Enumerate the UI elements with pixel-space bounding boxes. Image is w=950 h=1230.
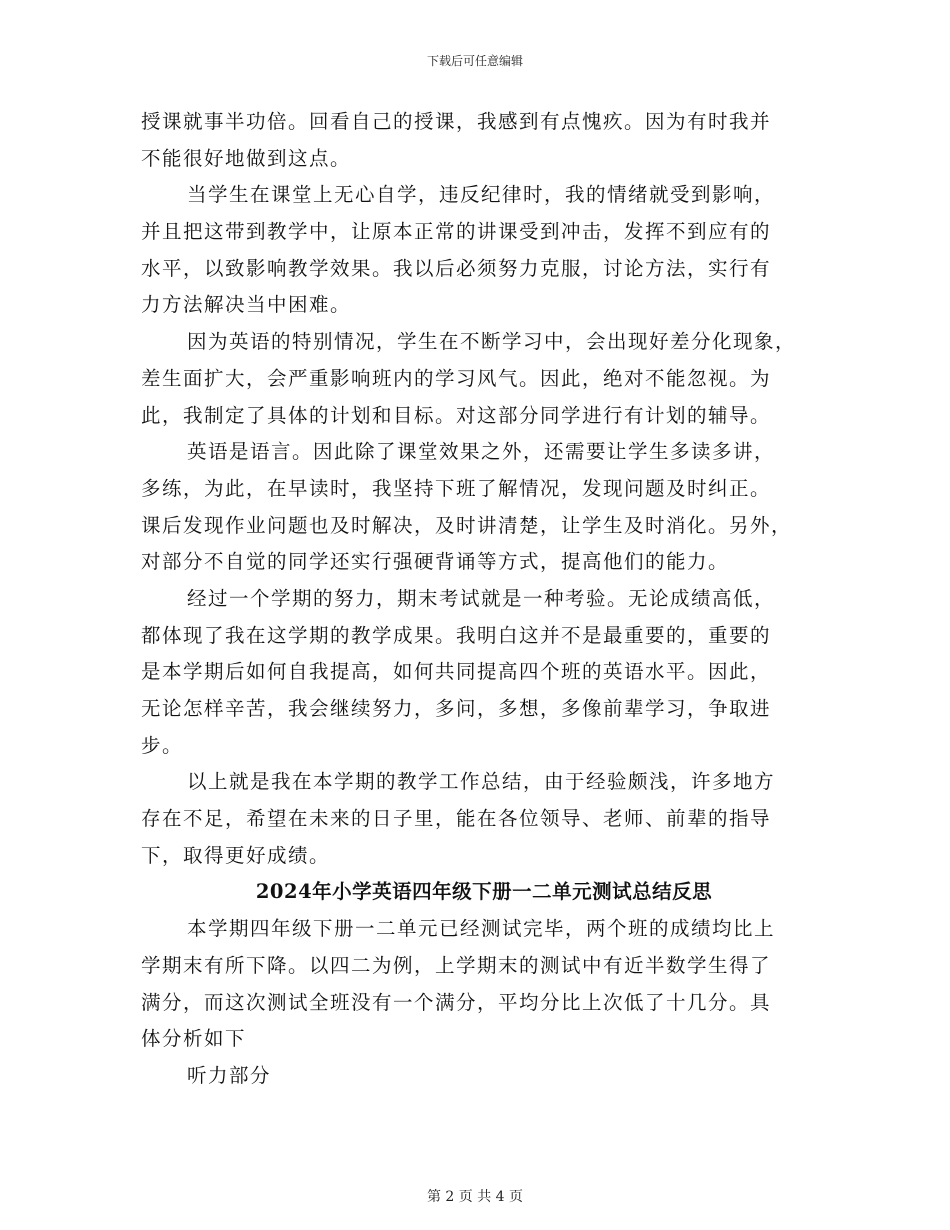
page-number: 第 2 页 共 4 页	[426, 1189, 524, 1205]
paragraph-line: 因为英语的特别情况，学生在不断学习中，会出现好差分化现象，	[187, 330, 797, 354]
paragraph-line: 是本学期后如何自我提高，如何共同提高四个班的英语水平。因此，	[141, 660, 772, 684]
paragraph-line: 课后发现作业问题也及时解决，及时讲清楚，让学生及时消化。另外，	[141, 513, 793, 537]
paragraph-line: 存在不足，希望在未来的日子里，能在各位领导、老师、前辈的指导	[141, 807, 772, 831]
paragraph-line: 对部分不自觉的同学还实行强硬背诵等方式，提高他们的能力。	[141, 550, 730, 574]
paragraph-line: 下，取得更好成绩。	[141, 843, 331, 867]
paragraph-line: 此，我制定了具体的计划和目标。对这部分同学进行有计划的辅导。	[141, 403, 772, 427]
paragraph-line: 授课就事半功倍。回看自己的授课，我感到有点愧疚。因为有时我并	[141, 110, 772, 133]
paragraph-line: 水平，以致影响教学效果。我以后必须努力克服，讨论方法，实行有	[141, 256, 772, 280]
section-heading: 2024年小学英语四年级下册一二单元测试总结反思	[255, 880, 713, 904]
paragraph-line: 经过一个学期的努力，期末考试就是一种考验。无论成绩高低，	[187, 586, 776, 610]
paragraph-line: 学期末有所下降。以四二为例，上学期末的测试中有近半数学生得了	[141, 953, 772, 977]
paragraph-line: 差生面扩大，会严重影响班内的学习风气。因此，绝对不能忽视。为	[141, 366, 772, 390]
paragraph-line: 力方法解决当中困难。	[141, 293, 352, 317]
paragraph-line: 步。	[141, 733, 184, 757]
document-body	[141, 104, 809, 1095]
paragraph-line: 多练，为此，在早读时，我坚持下班了解情况，发现问题及时纠正。	[141, 476, 772, 500]
paragraph-line: 体分析如下	[141, 1027, 247, 1051]
paragraph-line: 无论怎样辛苦，我会继续努力，多问，多想，多像前辈学习，争取进	[141, 697, 772, 720]
paragraph-line: 满分，而这次测试全班没有一个满分，平均分比上次低了十几分。具	[141, 990, 772, 1014]
page-header-note: 下载后可任意编辑	[426, 54, 523, 68]
paragraph-line: 都体现了我在这学期的教学成果。我明白这并不是最重要的，重要的	[141, 623, 772, 647]
paragraph-line: 英语是语言。因此除了课堂效果之外，还需要让学生多读多讲，	[187, 440, 776, 464]
paragraph-line: 不能很好地做到这点。	[141, 146, 352, 170]
paragraph-line: 并且把这带到教学中，让原本正常的讲课受到冲击，发挥不到应有的	[141, 220, 772, 244]
paragraph-line: 以上就是我在本学期的教学工作总结，由于经验颇浅，许多地方	[187, 770, 776, 794]
paragraph-line: 当学生在课堂上无心自学，违反纪律时，我的情绪就受到影响，	[187, 183, 776, 207]
paragraph-line: 本学期四年级下册一二单元已经测试完毕，两个班的成绩均比上	[187, 917, 776, 941]
paragraph-line: 听力部分	[187, 1063, 272, 1087]
